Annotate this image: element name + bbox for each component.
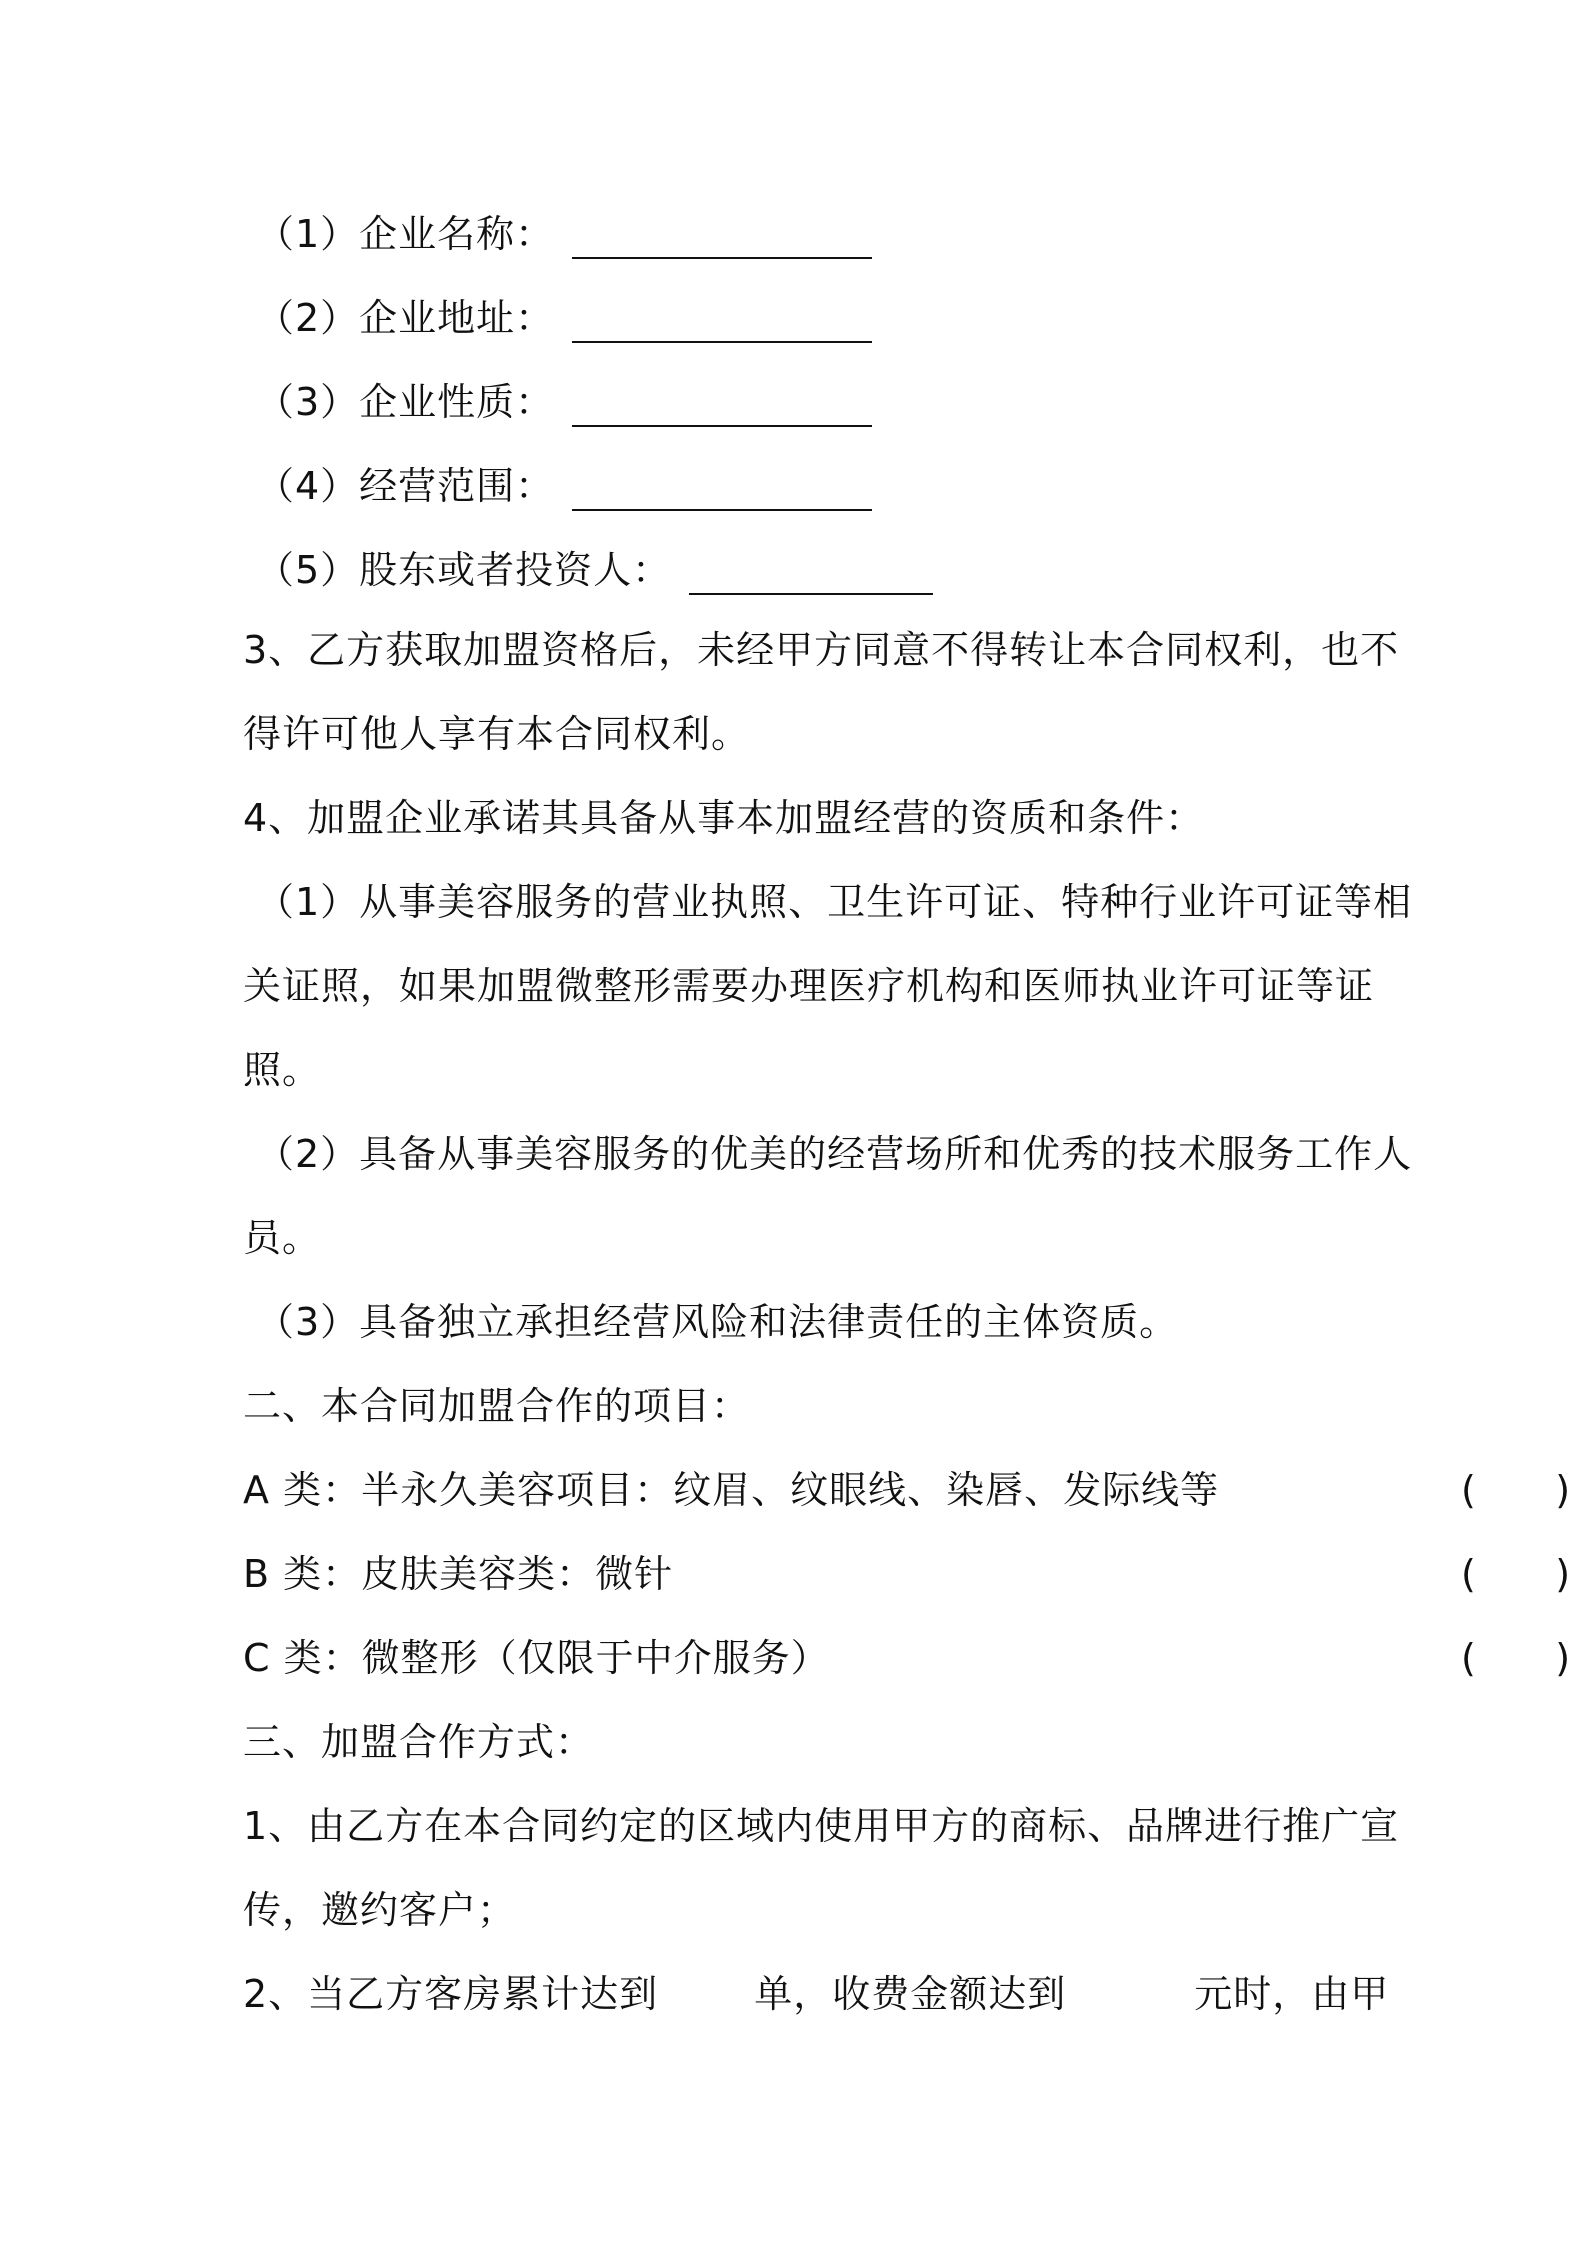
field-shareholders — [256, 544, 933, 596]
project-row-a — [243, 1464, 1572, 1516]
clause4-item3: （3）具备独立承担经营风险和法律责任的主体资质。 — [256, 1300, 1179, 1344]
field-enterprise-address — [256, 292, 872, 344]
section3-item1-line1: 1、由乙方在本合同约定的区域内使用甲方的商标、品牌进行推广宣 — [243, 1804, 1400, 1848]
project-row-b — [243, 1548, 1572, 1600]
project-text: B 类：皮肤美容类：微针 — [243, 1552, 674, 1596]
item2-part3: 元时，由甲 — [1194, 1972, 1390, 2016]
project-a-choice[interactable]: ( ) — [1461, 1468, 1572, 1512]
field-enterprise-name — [256, 208, 872, 260]
clause3-line1: 3、乙方获取加盟资格后，未经甲方同意不得转让本合同权利，也不 — [243, 628, 1400, 672]
section3-item1-line2: 传，邀约客户； — [243, 1888, 517, 1932]
field-enterprise-nature — [256, 376, 872, 428]
field-label: （1）企业名称： — [256, 212, 555, 256]
field-label: （5）股东或者投资人： — [256, 548, 672, 592]
project-b-choice[interactable]: ( ) — [1461, 1552, 1572, 1596]
clause4-item2-line2: 员。 — [243, 1216, 322, 1260]
business-scope-blank[interactable] — [572, 469, 872, 511]
field-label: （2）企业地址： — [256, 296, 555, 340]
clause4-intro: 4、加盟企业承诺其具备从事本加盟经营的资质和条件： — [243, 796, 1205, 840]
field-label: （4）经营范围： — [256, 464, 555, 508]
project-text: A 类：半永久美容项目：纹眉、纹眼线、染唇、发际线等 — [243, 1468, 1220, 1512]
shareholders-blank[interactable] — [689, 553, 933, 595]
enterprise-name-blank[interactable] — [572, 217, 872, 259]
project-c-choice[interactable]: ( ) — [1461, 1636, 1572, 1680]
clause4-item2-line1: （2）具备从事美容服务的优美的经营场所和优秀的技术服务工作人 — [256, 1132, 1413, 1176]
clause4-item1-line2: 关证照，如果加盟微整形需要办理医疗机构和医师执业许可证等证 — [243, 964, 1375, 1008]
section2-heading: 二、本合同加盟合作的项目： — [243, 1384, 751, 1428]
section3-heading: 三、加盟合作方式： — [243, 1720, 595, 1764]
item2-part2: 单，收费金额达到 — [754, 1972, 1067, 2016]
section3-item2 — [243, 1968, 1389, 2020]
project-text: C 类：微整形（仅限于中介服务） — [243, 1636, 830, 1680]
clause3-line2: 得许可他人享有本合同权利。 — [243, 712, 751, 756]
item2-part1: 2、当乙方客房累计达到 — [243, 1972, 659, 2016]
field-business-scope — [256, 460, 872, 512]
enterprise-nature-blank[interactable] — [572, 385, 872, 427]
enterprise-address-blank[interactable] — [572, 301, 872, 343]
clause4-item1-line1: （1）从事美容服务的营业执照、卫生许可证、特种行业许可证等相 — [256, 880, 1413, 924]
field-label: （3）企业性质： — [256, 380, 555, 424]
project-row-c — [243, 1632, 1572, 1684]
clause4-item1-line3: 照。 — [243, 1048, 322, 1092]
